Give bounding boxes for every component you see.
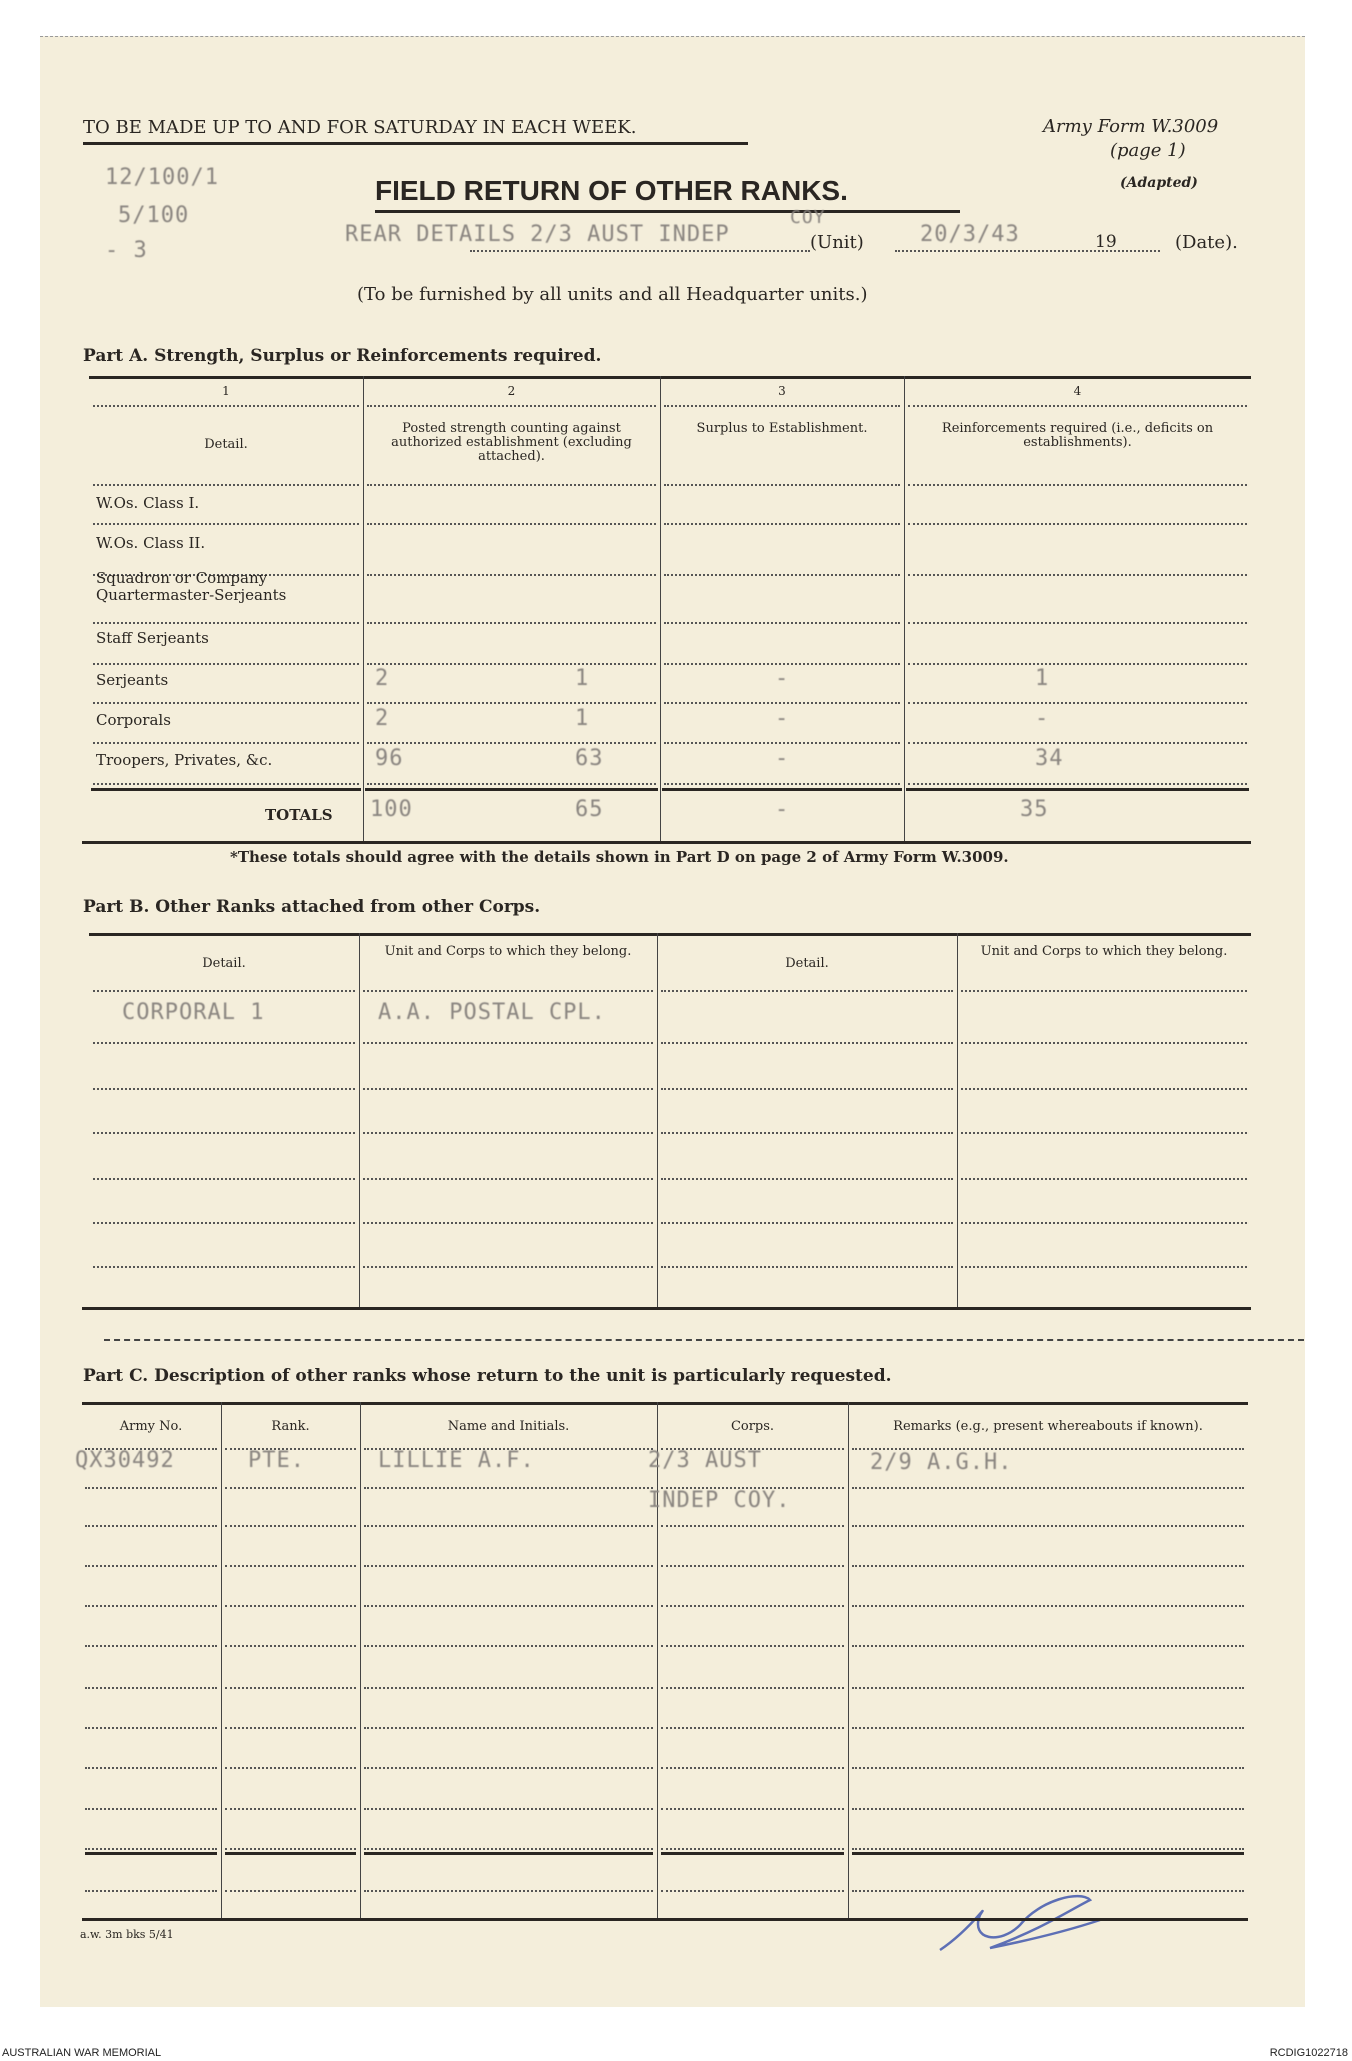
row-rule (85, 1808, 217, 1810)
row-rule (93, 783, 359, 785)
table-top-rule (89, 933, 1251, 936)
row-rule (364, 1645, 653, 1647)
row-detail: Serjeants (96, 671, 169, 689)
header-rule (367, 405, 656, 407)
row-rule (852, 1605, 1244, 1607)
column-divider (904, 376, 905, 841)
page-label: (page 1) (1110, 140, 1186, 161)
row-rule (664, 622, 900, 624)
posted-value: 1 (575, 666, 590, 691)
row-rule (661, 1808, 844, 1810)
row-rule (225, 1605, 356, 1607)
posted-value: 1 (575, 706, 590, 731)
part-a-heading: Part A. Strength, Surplus or Reinforcements required. (83, 346, 602, 366)
totals-label: TOTALS (265, 806, 333, 824)
date-label: (Date). (1175, 232, 1238, 253)
row-rule (852, 1890, 1244, 1892)
column-header: Unit and Corps to which they belong. (980, 944, 1228, 959)
reinforcements-value: - (1035, 706, 1050, 731)
row-rule (225, 1808, 356, 1810)
row-rule (225, 1687, 356, 1689)
page-title: FIELD RETURN OF OTHER RANKS. (375, 175, 848, 206)
row-rule (664, 702, 900, 704)
name-initials: LILLIE A.F. (378, 1448, 535, 1473)
row-rule (961, 990, 1247, 992)
column-header: Posted strength counting against authorized establishment (excluding attached). (391, 421, 632, 464)
row-rule (364, 1605, 653, 1607)
part-b-heading: Part B. Other Ranks attached from other Corps. (83, 897, 541, 917)
year-prefix: 19 (1095, 232, 1117, 252)
totals-rule (852, 1852, 1244, 1855)
divider (83, 142, 748, 145)
corps-line-2: INDEP COY. (648, 1488, 791, 1513)
row-rule (93, 742, 359, 744)
row-rule (367, 484, 656, 486)
row-rule (908, 783, 1247, 785)
row-rule (908, 663, 1247, 665)
perforation-line (104, 1339, 1304, 1341)
row-rule (908, 622, 1247, 624)
column-header: Army No. (119, 1419, 183, 1434)
row-rule (961, 1222, 1247, 1224)
row-rule (93, 990, 355, 992)
row-rule (852, 1727, 1244, 1729)
row-rule (908, 702, 1247, 704)
row-rule (93, 1178, 355, 1180)
column-divider (957, 933, 958, 1307)
header-rule (664, 405, 900, 407)
column-divider (221, 1402, 222, 1918)
row-rule (364, 1565, 653, 1567)
row-rule (664, 484, 900, 486)
row-rule (661, 1525, 844, 1527)
column-divider (660, 376, 661, 841)
row-rule (225, 1767, 356, 1769)
totals-footnote: *These totals should agree with the details shown in Part D on page 2 of Army Form W.3009. (230, 848, 1009, 866)
column-header: Remarks (e.g., present whereabouts if known). (893, 1419, 1203, 1434)
row-detail: Corporals (96, 711, 171, 729)
column-header: Reinforcements required (i.e., deficits on establishments). (941, 421, 1214, 450)
row-rule (852, 1808, 1244, 1810)
row-rule (363, 1178, 653, 1180)
reference-number: - 3 (105, 238, 148, 263)
row-rule (85, 1848, 217, 1850)
row-rule (364, 1890, 653, 1892)
row-rule (961, 1178, 1247, 1180)
row-rule (225, 1645, 356, 1647)
row-rule (363, 1132, 653, 1134)
total-posted: 65 (575, 797, 604, 822)
corps: 2/3 AUST (648, 1448, 762, 1473)
row-rule (661, 1890, 844, 1892)
row-rule (661, 990, 953, 992)
form-number: Army Form W.3009 (1043, 116, 1219, 137)
column-divider (359, 933, 360, 1307)
surplus-value: - (775, 706, 790, 731)
row-rule (661, 1727, 844, 1729)
posted-value: 63 (575, 746, 604, 771)
unit-line (470, 250, 810, 252)
row-rule (93, 622, 359, 624)
row-rule (367, 622, 656, 624)
row-rule (664, 742, 900, 744)
row-rule (93, 663, 359, 665)
row-rule (363, 1088, 653, 1090)
surplus-value: - (775, 746, 790, 771)
row-detail: Squadron or Company Quartermaster-Serjeants (96, 569, 287, 604)
row-rule (225, 1565, 356, 1567)
row-rule (367, 663, 656, 665)
archive-name: AUSTRALIAN WAR MEMORIAL (2, 2047, 162, 2059)
row-rule (225, 1727, 356, 1729)
row-rule (363, 1222, 653, 1224)
part-c-heading: Part C. Description of other ranks whose return to the unit is particularly requested. (83, 1366, 892, 1386)
rank: PTE. (248, 1448, 305, 1473)
row-rule (367, 702, 656, 704)
row-rule (664, 783, 900, 785)
column-divider (657, 1402, 658, 1918)
row-rule (85, 1487, 217, 1489)
row-rule (364, 1487, 653, 1489)
table-bottom-rule (82, 1307, 1251, 1310)
row-rule (908, 523, 1247, 525)
row-rule (661, 1088, 953, 1090)
remarks: 2/9 A.G.H. (870, 1450, 1013, 1475)
row-rule (664, 523, 900, 525)
unit-label: (Unit) (810, 232, 864, 253)
established-value: 2 (375, 666, 390, 691)
table-top-rule (89, 376, 1251, 379)
row-rule (85, 1565, 217, 1567)
row-rule (364, 1808, 653, 1810)
total-reinforcements: 35 (1020, 797, 1049, 822)
reference-number: 12/100/1 (105, 165, 219, 190)
totals-rule (225, 1852, 356, 1855)
row-rule (364, 1767, 653, 1769)
unit-value: REAR DETAILS 2/3 AUST INDEP (345, 222, 730, 247)
row-detail: W.Os. Class I. (96, 494, 200, 512)
row-rule (225, 1890, 356, 1892)
row-rule (225, 1848, 356, 1850)
row-rule (852, 1645, 1244, 1647)
row-rule (367, 523, 656, 525)
row-rule (363, 990, 653, 992)
row-rule (661, 1266, 953, 1268)
row-rule (93, 1132, 355, 1134)
row-rule (661, 1178, 953, 1180)
column-number: 1 (222, 384, 230, 398)
column-header: Surplus to Establishment. (696, 421, 868, 436)
date-value: 20/3/43 (920, 222, 1020, 247)
row-rule (852, 1687, 1244, 1689)
totals-rule (85, 1852, 217, 1855)
signature (930, 1870, 1110, 1960)
row-rule (93, 1088, 355, 1090)
row-rule (85, 1767, 217, 1769)
row-rule (93, 1266, 355, 1268)
row-rule (661, 1565, 844, 1567)
row-rule (852, 1565, 1244, 1567)
row-rule (661, 1042, 953, 1044)
row-rule (664, 663, 900, 665)
row-rule (367, 574, 656, 576)
adapted-label: (Adapted) (1120, 175, 1198, 191)
row-rule (225, 1487, 356, 1489)
column-header: Detail. (785, 956, 829, 971)
header-rule (908, 405, 1247, 407)
header-rule (93, 405, 359, 407)
column-number: 2 (507, 384, 516, 398)
item-id: RCDIG1022718 (1269, 2047, 1348, 2059)
row-rule (661, 1645, 844, 1647)
table-bottom-rule (82, 1918, 1248, 1921)
date-line (895, 250, 1160, 252)
totals-rule (91, 788, 361, 791)
row-detail: Troopers, Privates, &c. (96, 751, 273, 769)
table-top-rule (82, 1402, 1248, 1405)
column-number: 4 (1073, 384, 1082, 398)
reference-number: 5/100 (118, 203, 190, 228)
row-rule (367, 742, 656, 744)
column-divider (360, 1402, 361, 1918)
row-rule (661, 1132, 953, 1134)
established-value: 96 (375, 746, 404, 771)
attached-detail: CORPORAL 1 (122, 1000, 265, 1025)
row-rule (908, 484, 1247, 486)
totals-rule (906, 788, 1249, 791)
row-rule (93, 484, 359, 486)
column-divider (657, 933, 658, 1307)
column-number: 3 (778, 384, 786, 398)
row-rule (908, 742, 1247, 744)
row-rule (961, 1132, 1247, 1134)
row-rule (364, 1727, 653, 1729)
row-rule (85, 1645, 217, 1647)
row-rule (661, 1767, 844, 1769)
established-value: 2 (375, 706, 390, 731)
row-rule (908, 574, 1247, 576)
row-rule (661, 1605, 844, 1607)
column-header: Name and Initials. (447, 1419, 570, 1434)
instruction-text: TO BE MADE UP TO AND FOR SATURDAY IN EACH WEEK. (83, 117, 637, 138)
army-number: QX30492 (75, 1448, 175, 1473)
row-rule (93, 523, 359, 525)
totals-rule (661, 1852, 844, 1855)
total-established: 100 (370, 797, 413, 822)
furnish-note: (To be furnished by all units and all Headquarter units.) (357, 284, 868, 305)
row-rule (364, 1848, 653, 1850)
row-rule (93, 1042, 355, 1044)
row-rule (364, 1687, 653, 1689)
totals-rule (365, 788, 658, 791)
reinforcements-value: 34 (1035, 746, 1064, 771)
row-rule (85, 1525, 217, 1527)
row-rule (85, 1605, 217, 1607)
row-detail: Staff Serjeants (96, 629, 209, 647)
row-rule (961, 1042, 1247, 1044)
unit-value-extra: COY (790, 207, 826, 228)
row-rule (85, 1727, 217, 1729)
row-rule (661, 1848, 844, 1850)
divider (375, 210, 960, 213)
row-rule (852, 1848, 1244, 1850)
reinforcements-value: 1 (1035, 666, 1050, 691)
row-rule (852, 1525, 1244, 1527)
row-rule (85, 1890, 217, 1892)
column-divider (363, 376, 364, 841)
column-header: Corps. (730, 1419, 775, 1434)
column-header: Unit and Corps to which they belong. (384, 944, 632, 959)
column-header: Detail. (204, 437, 248, 452)
row-rule (85, 1687, 217, 1689)
printer-note: a.w. 3m bks 5/41 (80, 1928, 174, 1941)
surplus-value: - (775, 666, 790, 691)
row-rule (93, 1222, 355, 1224)
row-rule (363, 1042, 653, 1044)
row-rule (661, 1222, 953, 1224)
row-rule (364, 1525, 653, 1527)
attached-unit: A.A. POSTAL CPL. (378, 1000, 606, 1025)
column-header: Detail. (202, 956, 246, 971)
row-rule (225, 1525, 356, 1527)
row-rule (367, 783, 656, 785)
row-rule (664, 574, 900, 576)
table-bottom-rule (82, 841, 1251, 844)
row-rule (661, 1687, 844, 1689)
row-rule (961, 1088, 1247, 1090)
row-rule (852, 1487, 1244, 1489)
row-rule (363, 1266, 653, 1268)
total-surplus: - (775, 797, 790, 822)
row-detail: W.Os. Class II. (96, 534, 206, 552)
row-rule (852, 1767, 1244, 1769)
totals-rule (662, 788, 902, 791)
row-rule (93, 702, 359, 704)
column-header: Rank. (271, 1419, 310, 1434)
column-divider (848, 1402, 849, 1918)
row-rule (961, 1266, 1247, 1268)
totals-rule (364, 1852, 653, 1855)
